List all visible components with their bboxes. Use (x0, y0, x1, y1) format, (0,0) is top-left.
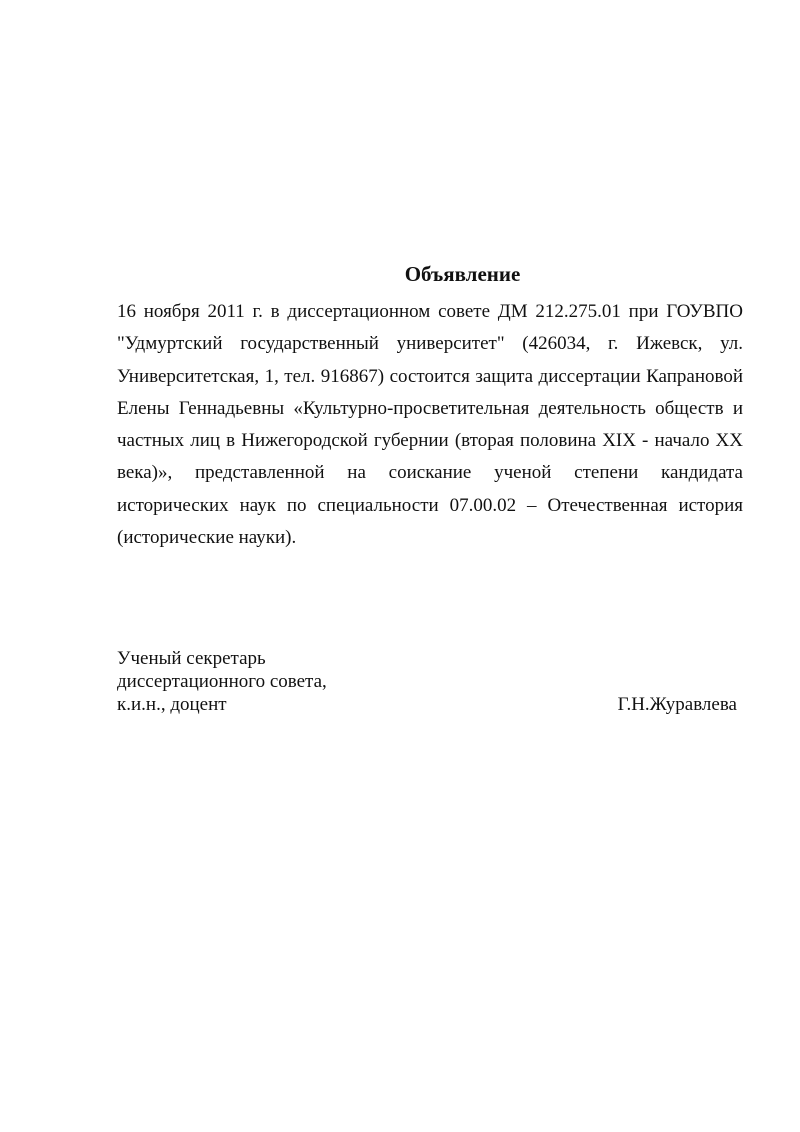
body-line: Елены Геннадьевны «Культурно-просветительная деятельность обществ и (117, 397, 743, 419)
body-line: "Удмуртский государственный университет" (426034, г. Ижевск, ул. (117, 333, 743, 355)
announcement-text (117, 296, 743, 554)
body-line: частных лиц в Нижегородской губернии (вторая половина XIX - начало XX (117, 430, 743, 452)
signature-council-line: диссертационного совета, (117, 671, 327, 692)
signature-position-line: Ученый секретарь (117, 648, 266, 669)
body-line: исторических наук по специальности 07.00.02 – Отечественная история (117, 494, 743, 516)
body-line: века)», представленной на соискание ученой степени кандидата (117, 462, 743, 484)
body-line: Университетская, 1, тел. 916867) состоится защита диссертации Капрановой (117, 365, 743, 387)
signature-degree: к.и.н., доцент (117, 694, 227, 715)
signature-block (117, 647, 737, 716)
signature-name: Г.Н.Журавлева (617, 694, 737, 715)
body-line: 16 ноября 2011 г. в диссертационном совете ДМ 212.275.01 при ГОУВПО (117, 301, 743, 322)
document-title: Объявление (404, 262, 521, 286)
signature-row (117, 693, 737, 716)
body-line: (исторические науки). (117, 527, 297, 549)
